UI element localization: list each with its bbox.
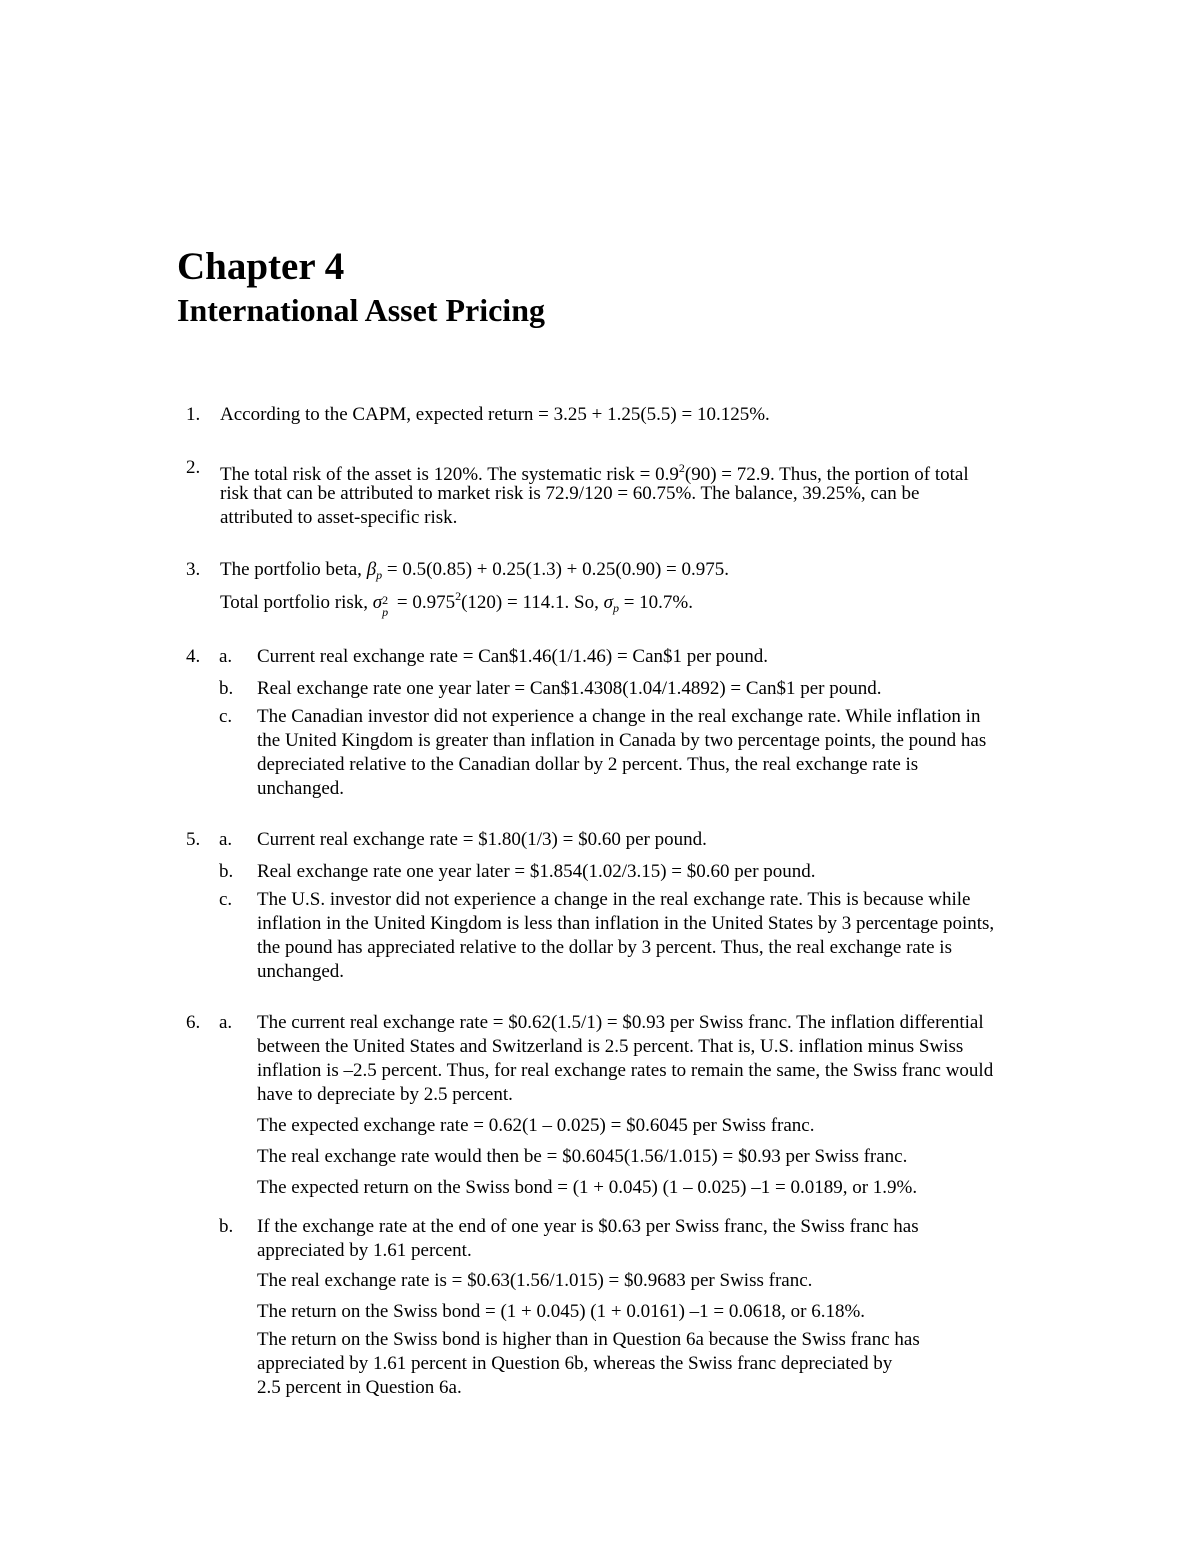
answer-line: Current real exchange rate = $1.80(1/3) = $0.60 per pound. <box>257 829 707 850</box>
item-number: 5. <box>186 829 201 850</box>
answer-line: The real exchange rate would then be = $0.6045(1.56/1.015) = $0.93 per Swiss franc. <box>257 1146 908 1167</box>
sub-label: a. <box>219 646 233 667</box>
answer-line: The total risk of the asset is 120%. The systematic risk = $0.9^2(90) = 72.9$. Thus, the portion of total <box>220 461 969 485</box>
answer-line: Real exchange rate one year later = Can$1.4308(1.04/1.4892) = Can$1 per pound. <box>257 678 882 699</box>
item-number: 6. <box>186 1012 201 1033</box>
answer-line: appreciated by 1.61 percent in Question 6b, whereas the Swiss franc depreciated by <box>257 1353 893 1374</box>
answer-line: between the United States and Switzerland is 2.5 percent. That is, U.S. inflation minus Swiss <box>257 1036 964 1057</box>
answer-line: inflation in the United Kingdom is less than inflation in the United States by 3 percentage points, <box>257 913 995 934</box>
sub-label: b. <box>219 678 234 699</box>
answer-line: attributed to asset-specific risk. <box>220 507 458 528</box>
answer-line: 2.5 percent in Question 6a. <box>257 1377 462 1398</box>
answer-line: inflation is –2.5 percent. Thus, for real exchange rates to remain the same, the Swiss franc would <box>257 1060 994 1081</box>
answer-line: unchanged. <box>257 961 345 982</box>
answer-line: appreciated by 1.61 percent. <box>257 1240 472 1261</box>
answer-line: have to depreciate by 2.5 percent. <box>257 1084 513 1105</box>
answer-line: The return on the Swiss bond is higher than in Question 6a because the Swiss franc has <box>257 1329 920 1350</box>
answer-line: The current real exchange rate = $0.62(1.5/1) = $0.93 per Swiss franc. The inflation differential <box>257 1012 984 1033</box>
answer-line: risk that can be attributed to market risk is 72.9/120 = 60.75%. The balance, 39.25%, can be <box>220 483 920 504</box>
answer-line: Real exchange rate one year later = $1.854(1.02/3.15) = $0.60 per pound. <box>257 861 816 882</box>
chapter-subtitle: International Asset Pricing <box>177 292 545 328</box>
answer-line: The expected return on the Swiss bond = (1 + 0.045) (1 – 0.025) –1 = 0.0189, or 1.9%. <box>257 1177 918 1198</box>
answer-line: The portfolio beta, $\beta_p = 0.5(0.85) + 0.25(1.3) + 0.25(0.90) = 0.975$. <box>220 559 729 582</box>
sub-label: a. <box>219 1012 233 1033</box>
item-number: 4. <box>186 646 201 667</box>
answer-line: If the exchange rate at the end of one year is $0.63 per Swiss franc, the Swiss franc has <box>257 1216 919 1237</box>
answer-line: The real exchange rate is = $0.63(1.56/1.015) = $0.9683 per Swiss franc. <box>257 1270 813 1291</box>
item-number: 1. <box>186 404 201 425</box>
answer-line: The expected exchange rate = 0.62(1 – 0.025) = $0.6045 per Swiss franc. <box>257 1115 815 1136</box>
item-number: 2. <box>186 457 201 478</box>
sigma-symbol: σ <box>372 592 383 613</box>
sub-label: b. <box>219 861 234 882</box>
sub-label: b. <box>219 1216 234 1237</box>
item-number: 3. <box>186 559 201 580</box>
answer-line: The U.S. investor did not experience a change in the real exchange rate. This is because while <box>257 889 971 910</box>
answer-line: The Canadian investor did not experience a change in the real exchange rate. While inflation in <box>257 706 981 727</box>
answer-line: The return on the Swiss bond = (1 + 0.045) (1 + 0.0161) –1 = 0.0618, or 6.18%. <box>257 1301 866 1322</box>
beta-symbol: β <box>366 559 377 580</box>
answer-line: Current real exchange rate = Can$1.46(1/1.46) = Can$1 per pound. <box>257 646 769 667</box>
sub-label: a. <box>219 829 233 850</box>
answer-line: Total portfolio risk, σ 2 p = $0.975^2(120) = 114.1$. So, $\sigma_p = 10.7\%$. <box>220 589 694 619</box>
answer-text: According to the CAPM, expected return = 3.25 + 1.25(5.5) = 10.125%. <box>220 404 770 425</box>
answer-line: the pound has appreciated relative to the dollar by 3 percent. Thus, the real exchange rate is <box>257 937 952 958</box>
sub-label: c. <box>219 889 233 910</box>
sigma-symbol: σ <box>603 592 613 613</box>
answer-line: depreciated relative to the Canadian dollar by 2 percent. Thus, the real exchange rate is <box>257 754 919 775</box>
chapter-title: Chapter 4 <box>177 245 345 288</box>
answer-line: unchanged. <box>257 778 345 799</box>
answer-line: the United Kingdom is greater than inflation in Canada by two percentage points, the pound has <box>257 730 987 751</box>
sub-label: c. <box>219 706 233 727</box>
